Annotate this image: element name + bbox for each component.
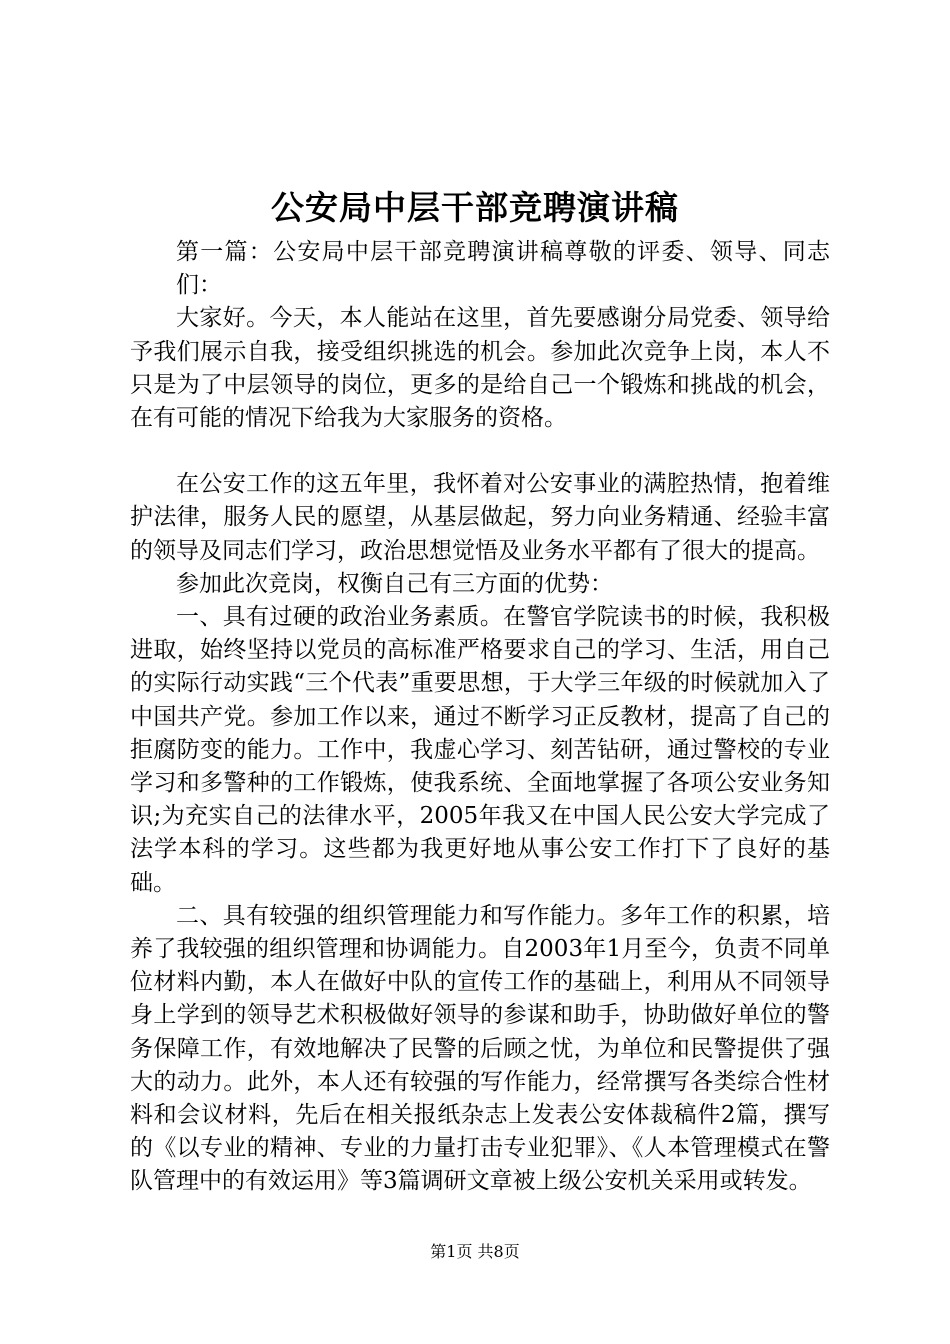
paragraph-gap <box>130 435 830 468</box>
document-body <box>130 236 830 1199</box>
paragraph-5: 一、具有过硬的政治业务素质。在警官学院读书的时候，我积极进取，始终坚持以党员的高标准严格要求自己的学习、生活，用自己的实际行动实践“三个代表”重要思想，于大学三年级的时候就加入了中国共产党。参加工作以来，通过不断学习正反教材，提高了自己的拒腐防变的能力。工作中，我虚心学习、刻苦钻研，通过警校的专业学习和多警种的工作锻炼，使我系统、全面地掌握了各项公安业务知识;为充实自己的法律水平，2005年我又在中国人民公安大学完成了法学本科的学习。这些都为我更好地从事公安工作打下了良好的基础。 <box>130 604 830 896</box>
paragraph-3: 在公安工作的这五年里，我怀着对公安事业的满腔热情，抱着维护法律，服务人民的愿望，从基层做起，努力向业务精通、经验丰富的领导及同志们学习，政治思想觉悟及业务水平都有了很大的提高。 <box>130 471 830 564</box>
paragraph-6: 二、具有较强的组织管理能力和写作能力。多年工作的积累，培养了我较强的组织管理和协调能力。自2003年1月至今，负责不同单位材料内勤，本人在做好中队的宣传工作的基础上，利用从不同领导身上学到的领导艺术积极做好领导的参谋和助手，协助做好单位的警务保障工作，有效地解决了民警的后顾之忧，为单位和民警提供了强大的动力。此外，本人还有较强的写作能力，经常撰写各类综合性材料和会议材料，先后在相关报纸杂志上发表公安体裁稿件2篇，撰写的《以专业的精神、专业的力量打击专业犯罪》、《人本管理模式在警队管理中的有效运用》等3篇调研文章被上级公安机关采用或转发。 <box>130 902 830 1195</box>
paragraph-4: 参加此次竞岗，权衡自己有三方面的优势： <box>176 570 613 597</box>
paragraph-2: 大家好。今天，本人能站在这里，首先要感谢分局党委、领导给予我们展示自我，接受组织挑选的机会。参加此次竞争上岗，本人不只是为了中层领导的岗位，更多的是给自己一个锻炼和挑战的机会，在有可能的情况下给我为大家服务的资格。 <box>130 305 830 432</box>
page-footer: 第1页 共8页 <box>430 1242 520 1261</box>
paragraph-1: 第一篇：公安局中层干部竞聘演讲稿尊敬的评委、领导、同志们： <box>176 239 830 299</box>
document-title: 公安局中层干部竞聘演讲稿 <box>271 188 679 227</box>
